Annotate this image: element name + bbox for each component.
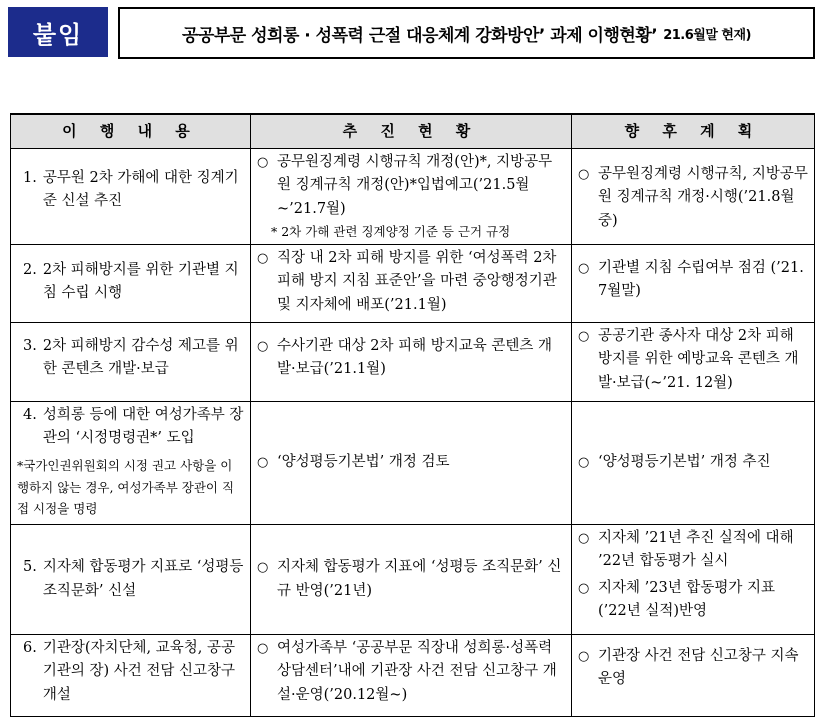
- plan-text: 지자체 ’23년 합동평가 지표 (’22년 실적)반영: [598, 579, 775, 620]
- status-text: 공무원징계령 시행규칙 개정(안)*, 지방공무원 징계규칙 개정(안)*입법예고(’21.5월~’21.7월): [277, 154, 553, 217]
- item-cell: [11, 244, 251, 322]
- status-note: * 2차 가해 관련 징계양정 기준 등 근거 규정: [271, 224, 511, 240]
- plan-text: 공공기관 종사자 대상 2차 피해 방지를 위한 예방교육 콘텐츠 개발·보급(~’21. 12월): [598, 327, 799, 391]
- bullet-icon: ○: [578, 530, 590, 546]
- bullet-icon: ○: [578, 260, 590, 276]
- item-number: 2.: [23, 261, 37, 278]
- status-table: [10, 113, 815, 717]
- status-cell: [251, 401, 572, 524]
- bullet-icon: ○: [578, 328, 590, 344]
- bullet-icon: ○: [578, 648, 590, 664]
- status-text: ‘양성평등기본법’ 개정 검토: [277, 454, 450, 471]
- bullet-icon: ○: [257, 338, 269, 354]
- plan-cell: [572, 244, 815, 322]
- column-header: 추 진 현 황: [251, 114, 572, 149]
- item-number: 3.: [23, 337, 37, 354]
- item-number: 1.: [23, 170, 37, 186]
- table-row: [11, 524, 815, 634]
- bullet-icon: ○: [578, 455, 590, 471]
- item-cell: [11, 149, 251, 245]
- item-text: 기관장(자치단체, 교육청, 공공기관의 장) 사건 전담 신고창구 개설: [42, 639, 236, 703]
- plan-cell: [572, 322, 815, 401]
- bullet-icon: ○: [257, 455, 269, 471]
- column-header: 향 후 계 획: [572, 114, 815, 149]
- plan-text: 지자체 ’21년 추진 실적에 대해 ’22년 합동평가 실시: [598, 529, 794, 570]
- table-row: [11, 322, 815, 401]
- attachment-badge: 붙임: [8, 7, 108, 57]
- plan-cell: [572, 149, 815, 245]
- table-row: [11, 244, 815, 322]
- status-text: 직장 내 2차 피해 방지를 위한 ‘여성폭력 2차 피해 방지 지침 표준안’을 마련 중앙행정기관 및 지자체에 배포(’21.1월): [277, 249, 557, 313]
- title-text: 공공부문 성희롱 · 성폭력 근절 대응체계 강화방안’ 과제 이행현황’: [182, 25, 658, 46]
- status-cell: [251, 634, 572, 716]
- bullet-icon: ○: [578, 580, 590, 596]
- plan-text: ‘양성평등기본법’ 개정 추진: [598, 454, 771, 471]
- status-text: 여성가족부 ‘공공부문 직장내 성희롱·성폭력 상담센터’내에 기관장 사건 전담 신고창구 개설·운영(’20.12월~): [277, 639, 557, 703]
- item-number: 5.: [23, 559, 37, 576]
- bullet-icon: ○: [257, 640, 269, 656]
- status-text: 지자체 합동평가 지표에 ‘성평등 조직문화’ 신규 반영(’21년): [277, 559, 562, 599]
- bullet-icon: ○: [257, 155, 269, 170]
- item-cell: [11, 401, 251, 524]
- plan-text: 기관장 사건 전담 신고창구 지속 운영: [598, 647, 799, 688]
- status-cell: [251, 149, 572, 245]
- bullet-icon: ○: [257, 560, 269, 576]
- bullet-icon: ○: [578, 167, 590, 182]
- plan-cell: [572, 524, 815, 634]
- status-text: 수사기관 대상 2차 피해 방지교육 콘텐츠 개발·보급(’21.1월): [277, 337, 552, 378]
- status-cell: [251, 322, 572, 401]
- item-cell: [11, 322, 251, 401]
- item-number: 6.: [23, 639, 37, 656]
- title-date: 21.6월말 현재): [663, 27, 751, 43]
- table-row: [11, 634, 815, 716]
- table-row: [11, 149, 815, 245]
- item-text: 지자체 합동평가 지표로 ‘성평등 조직문화’ 신설: [42, 559, 244, 599]
- item-note: *국가인권위원회의 시정 권고 사항을 이행하지 않는 경우, 여성가족부 장관이 직접 시정을 명령: [17, 457, 235, 517]
- item-text: 2차 피해방지 감수성 제고를 위한 콘텐츠 개발·보급: [42, 337, 239, 378]
- column-header: 이 행 내 용: [11, 114, 251, 149]
- item-text: 성희롱 등에 대한 여성가족부 장관의 ‘시정명령권*’ 도입: [42, 406, 244, 447]
- plan-cell: [572, 401, 815, 524]
- item-text: 공무원 2차 가해에 대한 징계기준 신설 추진: [42, 170, 239, 210]
- bullet-icon: ○: [257, 250, 269, 266]
- plan-text: 공무원징계령 시행규칙, 지방공무원 징계규칙 개정·시행(’21.8월중): [598, 166, 808, 229]
- table-header-row: [11, 114, 815, 149]
- document-title: [118, 7, 815, 59]
- item-cell: [11, 524, 251, 634]
- status-cell: [251, 524, 572, 634]
- table-row: [11, 401, 815, 524]
- status-cell: [251, 244, 572, 322]
- item-number: 4.: [23, 406, 37, 423]
- item-text: 2차 피해방지를 위한 기관별 지침 수립 시행: [42, 261, 239, 302]
- plan-text: 기관별 지침 수립여부 점검 (’21. 7월말): [598, 259, 804, 300]
- plan-cell: [572, 634, 815, 716]
- item-cell: [11, 634, 251, 716]
